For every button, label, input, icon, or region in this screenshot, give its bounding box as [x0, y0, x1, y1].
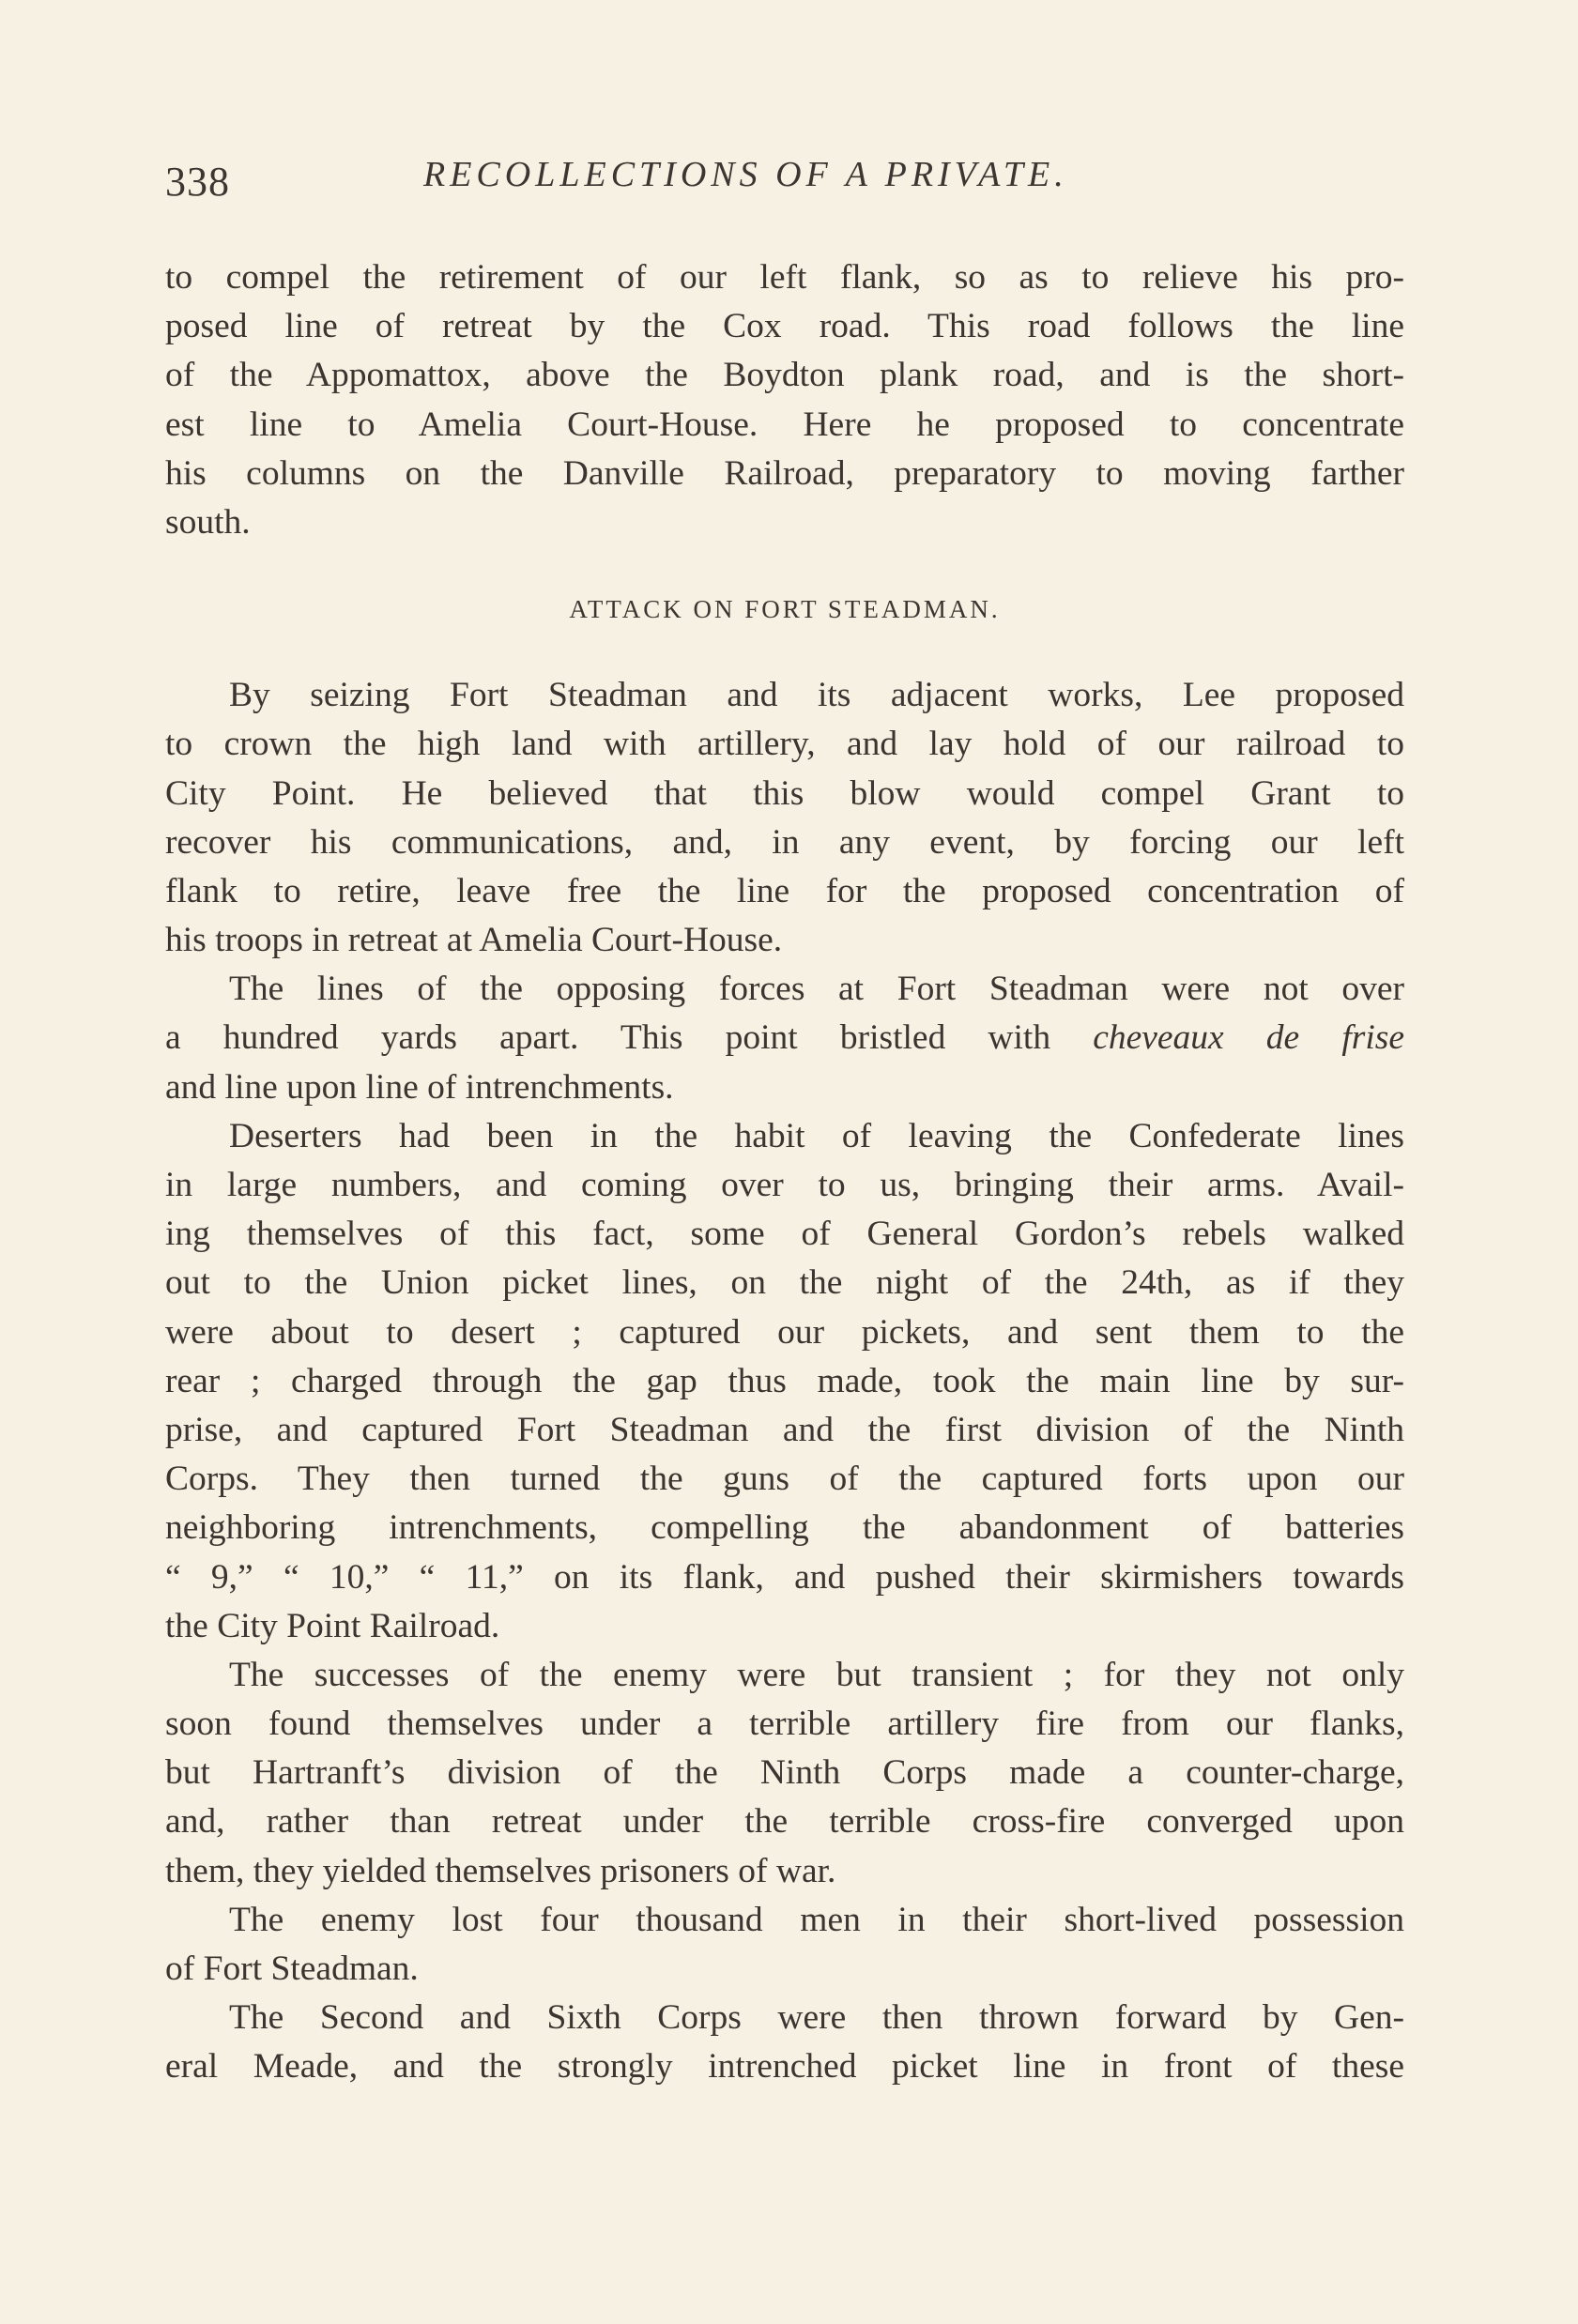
text-line: and line upon line of intrenchments.: [165, 1067, 674, 1107]
text-line: Corps. They then turned the guns of the captured forts upon our: [165, 1460, 1404, 1499]
page-header: [165, 154, 1414, 210]
paragraph-3: [165, 965, 1404, 1112]
text-line: his columns on the Danville Railroad, preparatory to moving farther: [165, 453, 1404, 493]
italic-phrase: cheveaux de frise: [1093, 1018, 1404, 1058]
paragraph-4: [165, 1112, 1404, 1651]
text-line: but Hartranft’s division of the Ninth Corps made a counter-charge,: [165, 1753, 1404, 1793]
text-line: of the Appomattox, above the Boydton plank road, and is the short-: [165, 356, 1404, 395]
page-number: 338: [165, 159, 230, 205]
section-heading: ATTACK ON FORT STEADMAN.: [569, 595, 1001, 624]
paragraph-2: [165, 671, 1404, 965]
text-line: them, they yielded themselves prisoners of war.: [165, 1851, 836, 1890]
text-line: soon found themselves under a terrible artillery fire from our flanks,: [165, 1705, 1404, 1744]
paragraph-7: [165, 1994, 1404, 2091]
text-line: neighboring intrenchments, compelling the abandonment of batteries: [165, 1508, 1404, 1548]
text-line: rear ; charged through the gap thus made, took the main line by sur-: [165, 1361, 1404, 1400]
text-line: Deserters had been in the habit of leaving the Confederate lines: [229, 1116, 1404, 1155]
paragraph-1: [165, 253, 1404, 547]
text-line: his troops in retreat at Amelia Court-House.: [165, 921, 783, 960]
text-line: By seizing Fort Steadman and its adjacent works, Lee proposed: [229, 676, 1404, 715]
text-segment: a hundred yards apart. This point bristled with: [165, 1018, 1094, 1058]
text-line: The successes of the enemy were but transient ; for they not only: [229, 1655, 1404, 1694]
text-line: The Second and Sixth Corps were then thrown forward by Gen-: [229, 1998, 1404, 2038]
text-line: of Fort Steadman.: [165, 1949, 419, 1988]
text-line: south.: [165, 502, 251, 542]
body-text: [165, 253, 1404, 2092]
text-line: “ 9,” “ 10,” “ 11,” on its flank, and pushed their skirmishers towards: [165, 1557, 1404, 1597]
text-line: ing themselves of this fact, some of General Gordon’s rebels walked: [165, 1215, 1404, 1254]
paragraph-5: [165, 1651, 1404, 1896]
text-line: in large numbers, and coming over to us, bringing their arms. Avail-: [165, 1166, 1404, 1204]
text-line: The enemy lost four thousand men in their short-lived possession: [229, 1900, 1404, 1939]
text-line: The lines of the opposing forces at Fort Steadman were not over: [229, 970, 1404, 1009]
text-line: City Point. He believed that this blow would compel Grant to: [165, 773, 1404, 813]
text-line: the City Point Railroad.: [165, 1606, 500, 1645]
text-line: out to the Union picket lines, on the night of the 24th, as if they: [165, 1263, 1404, 1303]
text-line: and, rather than retreat under the terrible cross-fire converged upon: [165, 1802, 1404, 1842]
text-line: to compel the retirement of our left flank, so as to relieve his pro-: [165, 258, 1404, 297]
running-title: RECOLLECTIONS OF A PRIVATE.: [423, 155, 1068, 194]
text-line: est line to Amelia Court-House. Here he proposed to concentrate: [165, 405, 1404, 444]
text-line: eral Meade, and the strongly intrenched picket line in front of these: [165, 2047, 1404, 2087]
paragraph-6: [165, 1896, 1404, 1994]
text-line: prise, and captured Fort Steadman and the first division of the Ninth: [165, 1410, 1404, 1449]
text-line: flank to retire, leave free the line for the proposed concentration of: [165, 871, 1404, 910]
text-line: posed line of retreat by the Cox road. This road follows the line: [165, 307, 1404, 346]
text-line: [165, 1014, 1404, 1063]
text-line: recover his communications, and, in any event, by forcing our left: [165, 822, 1404, 862]
text-line: to crown the high land with artillery, and lay hold of our railroad to: [165, 725, 1404, 764]
text-line: were about to desert ; captured our pickets, and sent them to the: [165, 1312, 1404, 1352]
